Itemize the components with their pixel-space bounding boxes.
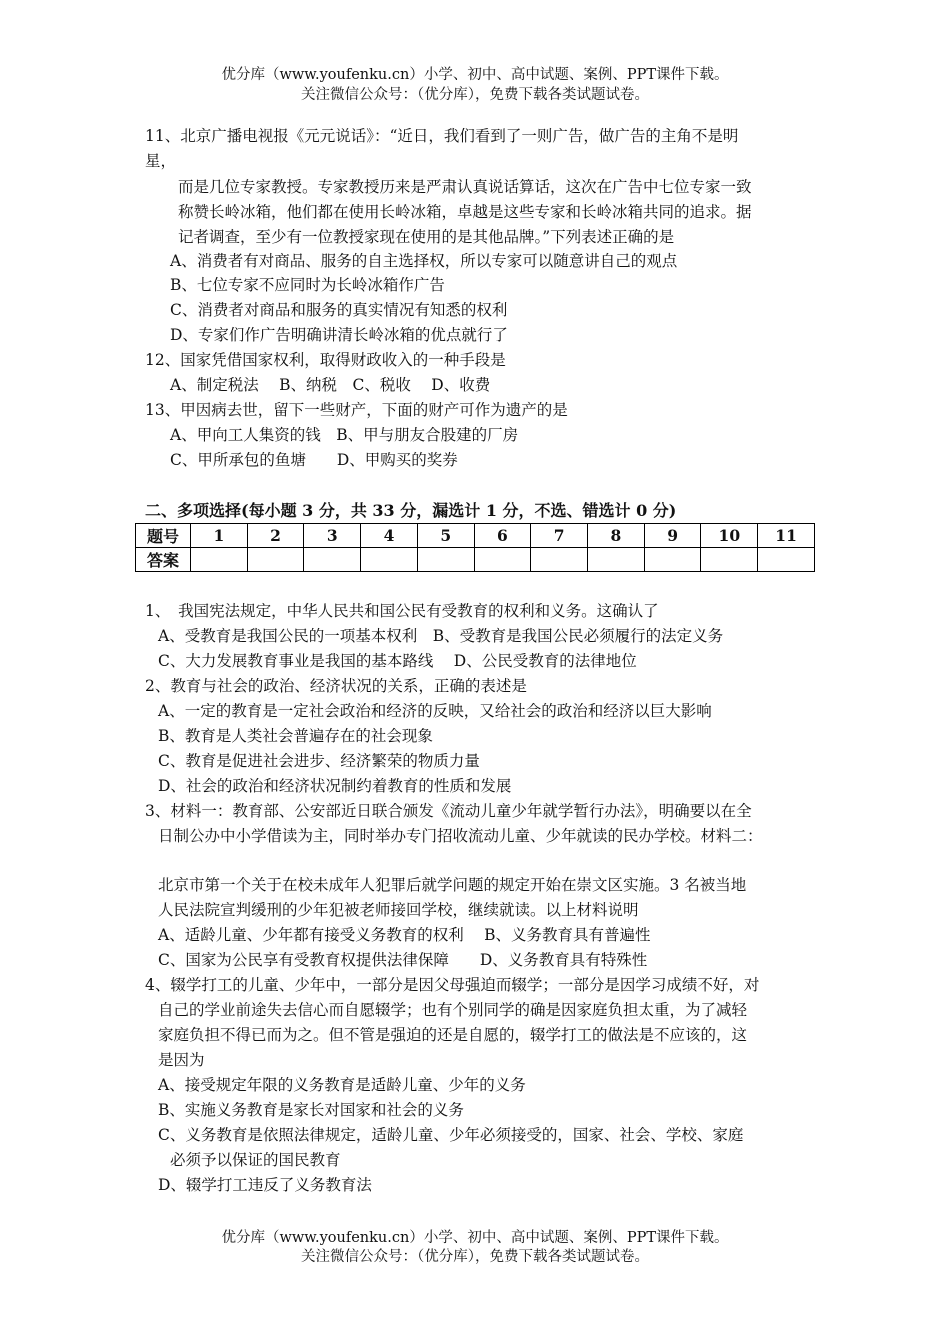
m4-stem-line-3: 家庭负担不得已而为之。但不管是强迫的还是自愿的，辍学打工的做法是不应该的，这 <box>158 1026 748 1044</box>
page-header-line-2: 关注微信公众号：（优分库），免费下载各类试题试卷。 <box>301 87 649 103</box>
question-number-cell: 4 <box>361 524 418 548</box>
question-number-cell: 10 <box>701 524 758 548</box>
page-footer-line-2: 关注微信公众号：（优分库），免费下载各类试题试卷。 <box>301 1249 649 1265</box>
m4-option-d: D、辍学打工违反了义务教育法 <box>158 1176 372 1194</box>
question-number-cell: 3 <box>304 524 361 548</box>
m1-options-ab: A、受教育是我国公民的一项基本权利 B、受教育是我国公民必须履行的法定义务 <box>158 627 724 645</box>
q13-options-ab: A、甲向工人集资的钱 B、甲与朋友合股建的厂房 <box>170 426 519 444</box>
answer-cell[interactable] <box>588 548 645 572</box>
q12-stem: 12、国家凭借国家权利，取得财政收入的一种手段是 <box>145 351 506 369</box>
answer-cell[interactable] <box>474 548 531 572</box>
q13-stem: 13、甲因病去世，留下一些财产，下面的财产可作为遗产的是 <box>145 401 568 419</box>
m4-option-b: B、实施义务教育是家长对国家和社会的义务 <box>158 1101 464 1119</box>
m3-stem-line-3: 北京市第一个关于在校未成年人犯罪后就学问题的规定开始在崇文区实施。3 名被当地 <box>158 876 747 894</box>
m4-option-c-line-1: C、义务教育是依照法律规定，适龄儿童、少年必须接受的，国家、社会、学校、家庭 <box>158 1126 744 1144</box>
q11-stem-line-3: 称赞长岭冰箱，他们都在使用长岭冰箱，卓越是这些专家和长岭冰箱共同的追求。据 <box>178 203 752 221</box>
question-number-cell: 9 <box>644 524 701 548</box>
q11-stem-line-1: 11、北京广播电视报《元元说话》：“近日，我们看到了一则广告，做广告的主角不是明 <box>145 127 739 145</box>
answer-cell[interactable] <box>247 548 304 572</box>
answer-table-number-row <box>136 524 815 548</box>
answer-table <box>135 523 815 572</box>
answer-table-answer-row <box>136 548 815 572</box>
m3-stem-line-4: 人民法院宣判缓刑的少年犯被老师接回学校，继续就读。以上材料说明 <box>158 901 639 919</box>
question-number-cell: 5 <box>417 524 474 548</box>
question-number-cell: 1 <box>191 524 248 548</box>
q11-option-c: C、消费者对商品和服务的真实情况有知悉的权利 <box>170 301 508 319</box>
m3-options-ab: A、适龄儿童、少年都有接受义务教育的权利 B、义务教育具有普遍性 <box>158 926 651 944</box>
answer-cell[interactable] <box>304 548 361 572</box>
section-2-title: 二、多项选择(每小题 3 分，共 33 分，漏选计 1 分，不选、错选计 0 分) <box>145 501 677 520</box>
row-label-answer: 答案 <box>136 548 191 572</box>
question-number-cell: 7 <box>531 524 588 548</box>
q11-option-d: D、专家们作广告明确讲清长岭冰箱的优点就行了 <box>170 326 508 344</box>
m4-option-a: A、接受规定年限的义务教育是适龄儿童、少年的义务 <box>158 1076 526 1094</box>
answer-cell[interactable] <box>417 548 474 572</box>
q13-options-cd: C、甲所承包的鱼塘 D、甲购买的奖券 <box>170 451 458 469</box>
m4-stem-line-2: 自己的学业前途失去信心而自愿辍学；也有个别同学的确是因家庭负担太重，为了减轻 <box>158 1001 748 1019</box>
q11-stem-line-2: 而是几位专家教授。专家教授历来是严肃认真说话算话，这次在广告中七位专家一致 <box>178 178 752 196</box>
m1-stem: 1、 我国宪法规定，中华人民共和国公民有受教育的权利和义务。这确认了 <box>145 602 659 620</box>
q11-stem-line-4: 记者调查，至少有一位教授家现在使用的是其他品牌。”下列表述正确的是 <box>178 228 675 246</box>
answer-cell[interactable] <box>758 548 815 572</box>
answer-cell[interactable] <box>644 548 701 572</box>
m2-option-a: A、一定的教育是一定社会政治和经济的反映，又给社会的政治和经济以巨大影响 <box>158 702 712 720</box>
m3-options-cd: C、国家为公民享有受教育权提供法律保障 D、义务教育具有特殊性 <box>158 951 648 969</box>
m3-stem-line-1: 3、材料一：教育部、公安部近日联合颁发《流动儿童少年就学暂行办法》，明确要以在全 <box>145 802 752 820</box>
answer-cell[interactable] <box>701 548 758 572</box>
m4-stem-line-1: 4、辍学打工的儿童、少年中，一部分是因父母强迫而辍学；一部分是因学习成绩不好，对 <box>145 976 760 994</box>
q11-option-a: A、消费者有对商品、服务的自主选择权，所以专家可以随意讲自己的观点 <box>170 252 678 270</box>
m2-stem: 2、教育与社会的政治、经济状况的关系，正确的表述是 <box>145 677 527 695</box>
answer-cell[interactable] <box>531 548 588 572</box>
q12-options: A、制定税法 B、纳税 C、税收 D、收费 <box>170 376 491 394</box>
question-number-cell: 8 <box>588 524 645 548</box>
m2-option-c: C、教育是促进社会进步、经济繁荣的物质力量 <box>158 752 480 770</box>
answer-cell[interactable] <box>361 548 418 572</box>
m2-option-b: B、教育是人类社会普遍存在的社会现象 <box>158 727 433 745</box>
page-header-line-1: 优分库（www.youfenku.cn）小学、初中、高中试题、案例、PPT课件下载。 <box>221 67 729 83</box>
question-number-cell: 6 <box>474 524 531 548</box>
question-number-cell: 2 <box>247 524 304 548</box>
m2-option-d: D、社会的政治和经济状况制约着教育的性质和发展 <box>158 777 512 795</box>
m3-stem-line-2: 日制公办中小学借读为主，同时举办专门招收流动儿童、少年就读的民办学校。材料二： <box>158 827 763 845</box>
question-number-cell: 11 <box>758 524 815 548</box>
answer-cell[interactable] <box>191 548 248 572</box>
q11-option-b: B、七位专家不应同时为长岭冰箱作广告 <box>170 276 445 294</box>
m1-options-cd: C、大力发展教育事业是我国的基本路线 D、公民受教育的法律地位 <box>158 652 637 670</box>
m4-stem-line-4: 是因为 <box>158 1051 205 1069</box>
q11-stem-line-1b: 星， <box>145 152 177 170</box>
page-footer-line-1: 优分库（www.youfenku.cn）小学、初中、高中试题、案例、PPT课件下载。 <box>221 1230 729 1246</box>
m4-option-c-line-2: 必须予以保证的国民教育 <box>170 1151 341 1169</box>
row-label-number: 题号 <box>136 524 191 548</box>
